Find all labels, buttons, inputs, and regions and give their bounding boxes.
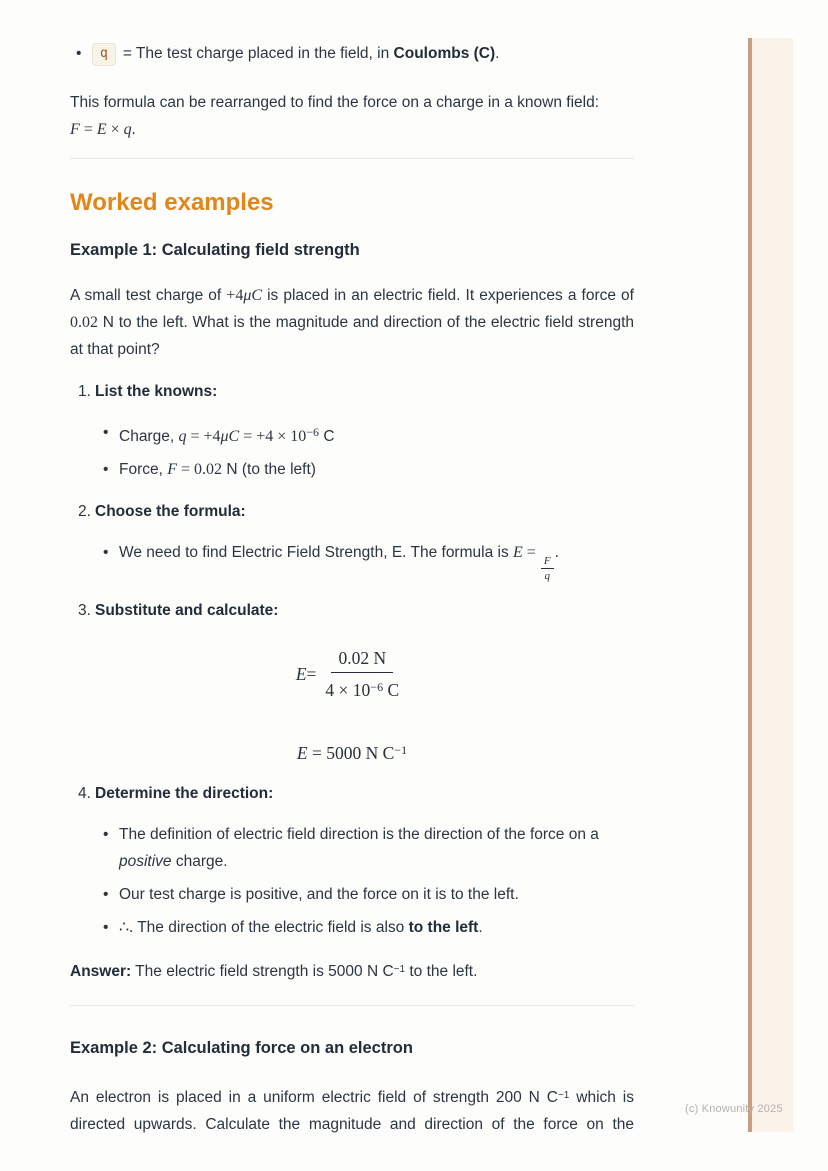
rearrange-text: This formula can be rearranged to find the force on a charge in a known field: (70, 94, 600, 111)
step-label: Substitute and calculate: (95, 602, 279, 619)
step-3 (70, 597, 634, 624)
formula-list (70, 539, 634, 582)
example2-problem: An electron is placed in a uniform electric field of strength 200 N $C^{-1}$ which is directed upwards. Calculate the magnitude and direction of the force on the (70, 1089, 634, 1133)
list-item (76, 40, 634, 67)
bullet-icon: • (103, 919, 109, 936)
bullet-icon: • (103, 461, 109, 478)
formula-sentence: We need to find Electric Field Strength, E. The formula is E = $\frac{F}{q}$ . (119, 544, 559, 582)
section-divider (70, 158, 634, 159)
list-item (103, 914, 634, 941)
inline-fraction: $\frac{F}{q}$ (541, 555, 554, 582)
example1-answer: Answer: The electric field strength is 5000 N $C^{-1}$ to the left. (70, 963, 478, 980)
step-1 (70, 378, 634, 405)
bullet-icon: • (103, 424, 109, 441)
display-formula-result: E = 5000 N $C^{-1}$ (296, 743, 408, 763)
bullet-icon: • (103, 886, 109, 903)
list-item (103, 821, 634, 875)
bullet-icon: • (103, 544, 109, 561)
copyright-watermark: (c) Knowunity 2025 (685, 1103, 783, 1115)
step-label: List the knowns: (95, 383, 218, 400)
step-2 (70, 498, 634, 525)
inline-code-q: q (92, 43, 116, 66)
known-charge: Charge, $q = +4\mu C = +4 \times 10^{-6}$ C (119, 425, 335, 445)
document-content (70, 0, 634, 1138)
display-fraction: $\frac{0.02 N}{4 \times 10^{-6} C}$ (325, 648, 400, 700)
therefore-symbol: ∴. (119, 919, 134, 936)
definition-body: = The test charge placed in the field, in (122, 45, 394, 62)
example1-heading: Example 1: Calculating field strength (70, 241, 360, 259)
bullet-icon: • (103, 826, 109, 843)
step-number: 4. (78, 785, 91, 802)
known-force: Force, F = 0.02 N (to the left) (119, 461, 316, 478)
definition-bold: Coulombs (C) (393, 45, 496, 62)
inline-formula-f-eq: F = E × q. (70, 121, 136, 138)
display-formula-substitution: E = $\frac{0.02 N}{4 \times 10^{-6} C}$ (70, 646, 634, 702)
step-4 (70, 780, 634, 807)
definition-period: . (495, 45, 500, 62)
rearrange-paragraph (70, 89, 634, 143)
direction-list (70, 821, 634, 941)
page-edge-panel (748, 38, 793, 1132)
step-number: 3. (78, 602, 91, 619)
example1-steps (70, 378, 634, 941)
list-item (103, 539, 634, 582)
emphasis-positive: positive (119, 853, 172, 870)
direction-conclusion: ∴. The direction of the electric field is also to the left. (119, 919, 483, 936)
example1-problem: A small test charge of +4μC is placed in an electric field. It experiences a force of 0.02 N to the left. What is the magnitude and direction of the electric field strength at that point? (70, 287, 634, 358)
list-item (103, 456, 634, 483)
step-label: Choose the formula: (95, 503, 246, 520)
definition-text (92, 40, 634, 67)
step-label: Determine the direction: (95, 785, 274, 802)
direction-observation: Our test charge is positive, and the force on it is to the left. (119, 886, 519, 903)
knowns-list (70, 419, 634, 483)
step-number: 1. (78, 383, 91, 400)
definition-list (70, 40, 634, 67)
list-item (103, 881, 634, 908)
example2-heading: Example 2: Calculating force on an electron (70, 1039, 413, 1057)
answer-label: Answer: (70, 963, 132, 980)
step-number: 2. (78, 503, 91, 520)
section-divider (70, 1005, 634, 1006)
bullet-icon: • (76, 45, 82, 62)
direction-definition: The definition of electric field direction is the direction of the force on a positive charge. (119, 826, 599, 870)
section-title: Worked examples (70, 189, 274, 216)
list-item (103, 419, 634, 450)
